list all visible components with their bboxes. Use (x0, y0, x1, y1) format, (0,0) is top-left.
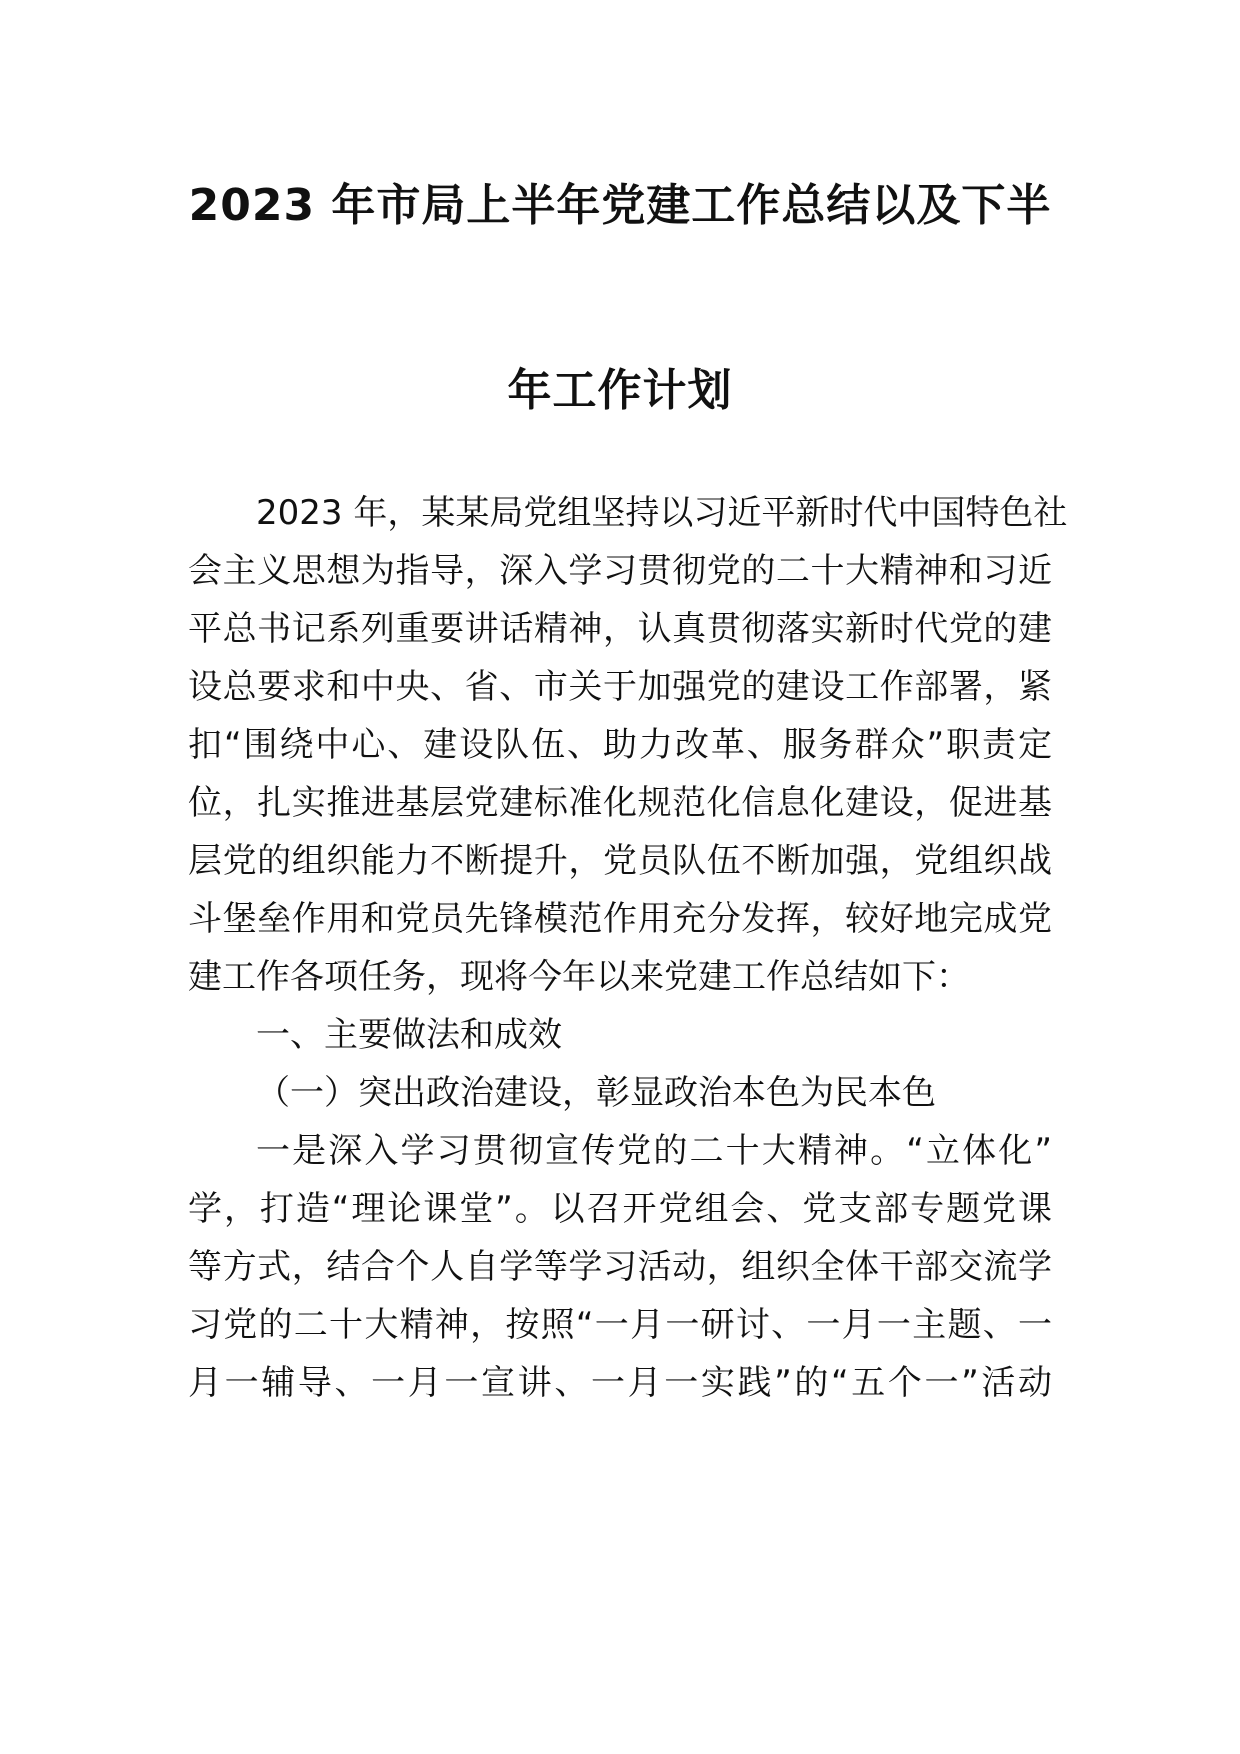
body-line-13: 学，打造“理论课堂”。以召开党组会、党支部专题党课 (188, 1189, 1052, 1229)
body-line-5: 扣“围绕中心、建设队伍、助力改革、服务群众”职责定 (188, 725, 1052, 765)
body-line-3: 平总书记系列重要讲话精神，认真贯彻落实新时代党的建 (188, 609, 1052, 649)
body-line-12: 一是深入学习贯彻宣传党的二十大精神。“立体化” (256, 1131, 1052, 1171)
body-line-14: 等方式，结合个人自学等学习活动，组织全体干部交流学 (188, 1247, 1052, 1287)
body-line-7: 层党的组织能力不断提升，党员队伍不断加强，党组织战 (188, 841, 1052, 881)
document-title-line-1: 2023 年市局上半年党建工作总结以及下半 (188, 180, 1052, 231)
body-line-8: 斗堡垒作用和党员先锋模范作用充分发挥，较好地完成党 (188, 899, 1052, 939)
section-heading: 一、主要做法和成效 (256, 1015, 562, 1055)
body-line-15: 习党的二十大精神，按照“一月一研讨、一月一主题、一 (188, 1305, 1052, 1345)
body-line-9: 建工作各项任务，现将今年以来党建工作总结如下： (188, 957, 970, 997)
body-line-4: 设总要求和中央、省、市关于加强党的建设工作部署，紧 (188, 667, 1052, 707)
body-line-6: 位，扎实推进基层党建标准化规范化信息化建设，促进基 (188, 783, 1052, 823)
body-line-2: 会主义思想为指导，深入学习贯彻党的二十大精神和习近 (188, 551, 1052, 591)
document-title-line-2: 年工作计划 (507, 365, 733, 416)
subsection-heading: （一）突出政治建设，彰显政治本色为民本色 (256, 1073, 936, 1113)
body-line-16: 月一辅导、一月一宣讲、一月一实践”的“五个一”活动 (188, 1363, 1052, 1403)
body-line-1: 2023 年，某某局党组坚持以习近平新时代中国特色社 (256, 493, 1068, 533)
